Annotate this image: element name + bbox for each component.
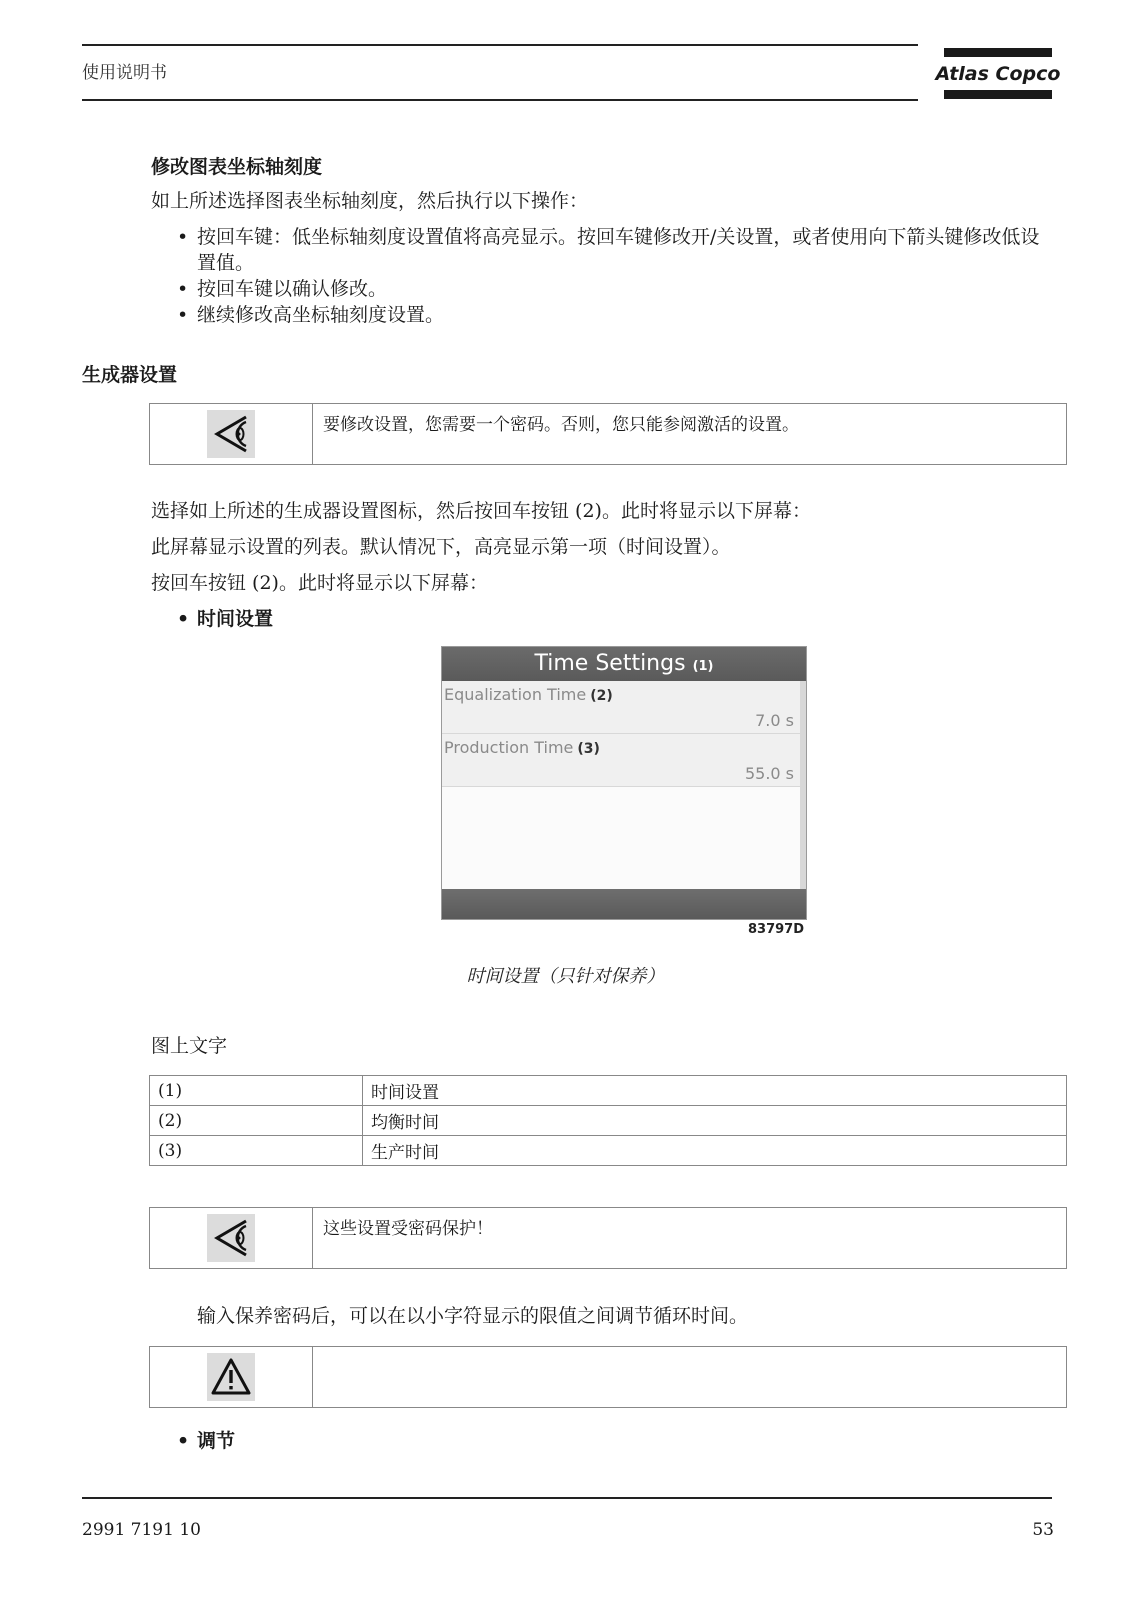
note-icon-cell: [150, 404, 313, 464]
note-icon-cell: [150, 1208, 313, 1268]
warning-triangle-icon: [207, 1353, 255, 1401]
screen-title-text: Time Settings: [534, 651, 686, 676]
generator-para-3: 按回车按钮 (2)。此时将显示以下屏幕：: [151, 572, 488, 594]
list-item: • 时间设置: [177, 606, 577, 632]
note-box-protected: [149, 1207, 1067, 1269]
section-heading-generator: 生成器设置: [82, 364, 178, 386]
note-box-password: [149, 403, 1067, 465]
eye-note-icon: [207, 1214, 255, 1262]
screen-title-number: (1): [692, 659, 714, 674]
warning-box: [149, 1346, 1067, 1408]
service-paragraph: 输入保养密码后，可以在以小字符显示的限值之间调节循环时间。: [197, 1305, 749, 1327]
row-value: 7.0 s: [755, 711, 794, 730]
generator-para-2: 此屏幕显示设置的列表。默认情况下，高亮显示第一项（时间设置）。: [151, 536, 731, 558]
modify-bullet-list: [177, 224, 1057, 328]
row-label: Production Time (3): [444, 738, 600, 757]
screen-row-equalization: [442, 681, 800, 734]
screen-title: [442, 647, 806, 681]
header-top-rule: [82, 44, 918, 46]
warning-icon-cell: [150, 1347, 313, 1407]
screen-row-production: [442, 734, 800, 787]
atlas-copco-logo: [935, 48, 1061, 100]
adjust-bullet: [177, 1428, 577, 1454]
legend-ref: (3): [150, 1136, 363, 1166]
header-title: 使用说明书: [82, 63, 167, 83]
generator-para-1: 选择如上所述的生成器设置图标，然后按回车按钮 (2)。此时将显示以下屏幕：: [151, 500, 811, 522]
header-bottom-rule: [82, 99, 918, 101]
time-settings-screen: [441, 646, 807, 920]
table-row: [150, 1076, 1067, 1106]
modify-intro: 如上所述选择图表坐标轴刻度，然后执行以下操作：: [151, 190, 589, 212]
section-heading-modify-axis: 修改图表坐标轴刻度: [151, 156, 323, 178]
legend-ref: (1): [150, 1076, 363, 1106]
document-number: 2991 7191 10: [82, 1520, 201, 1540]
legend-table: [149, 1075, 1067, 1166]
note-text: 要修改设置，您需要一个密码。否则，您只能参阅激活的设置。: [323, 415, 799, 435]
legend-ref: (2): [150, 1106, 363, 1136]
figure-code: 83797D: [748, 922, 805, 937]
figure-caption: 时间设置（只针对保养）: [466, 966, 665, 987]
table-row: [150, 1106, 1067, 1136]
list-item: • 按回车键以确认修改。: [177, 276, 1057, 302]
list-item: • 按回车键：低坐标轴刻度设置值将高亮显示。按回车键修改开/关设置，或者使用向下箭头键修改低设置值。: [177, 224, 1057, 276]
row-value: 55.0 s: [744, 764, 794, 783]
legend-text: 时间设置: [363, 1076, 1067, 1106]
row-label: Equalization Time (2): [444, 685, 613, 704]
screen-footer-bar: [442, 889, 806, 919]
page-number: 53: [1032, 1520, 1054, 1540]
footer-rule: [82, 1497, 1052, 1499]
eye-note-icon: [207, 410, 255, 458]
legend-text: 均衡时间: [363, 1106, 1067, 1136]
list-item: • 继续修改高坐标轴刻度设置。: [177, 302, 1057, 328]
table-row: [150, 1136, 1067, 1166]
warning-text: [313, 1347, 1066, 1407]
legend-text: 生产时间: [363, 1136, 1067, 1166]
screen-scrollbar: [800, 681, 806, 891]
time-bullet: [177, 606, 577, 632]
note-text: 这些设置受密码保护！: [323, 1219, 493, 1239]
legend-heading: 图上文字: [151, 1035, 228, 1057]
list-item: • 调节: [177, 1428, 577, 1454]
svg-text:Atlas Copco: Atlas Copco: [935, 63, 1061, 85]
